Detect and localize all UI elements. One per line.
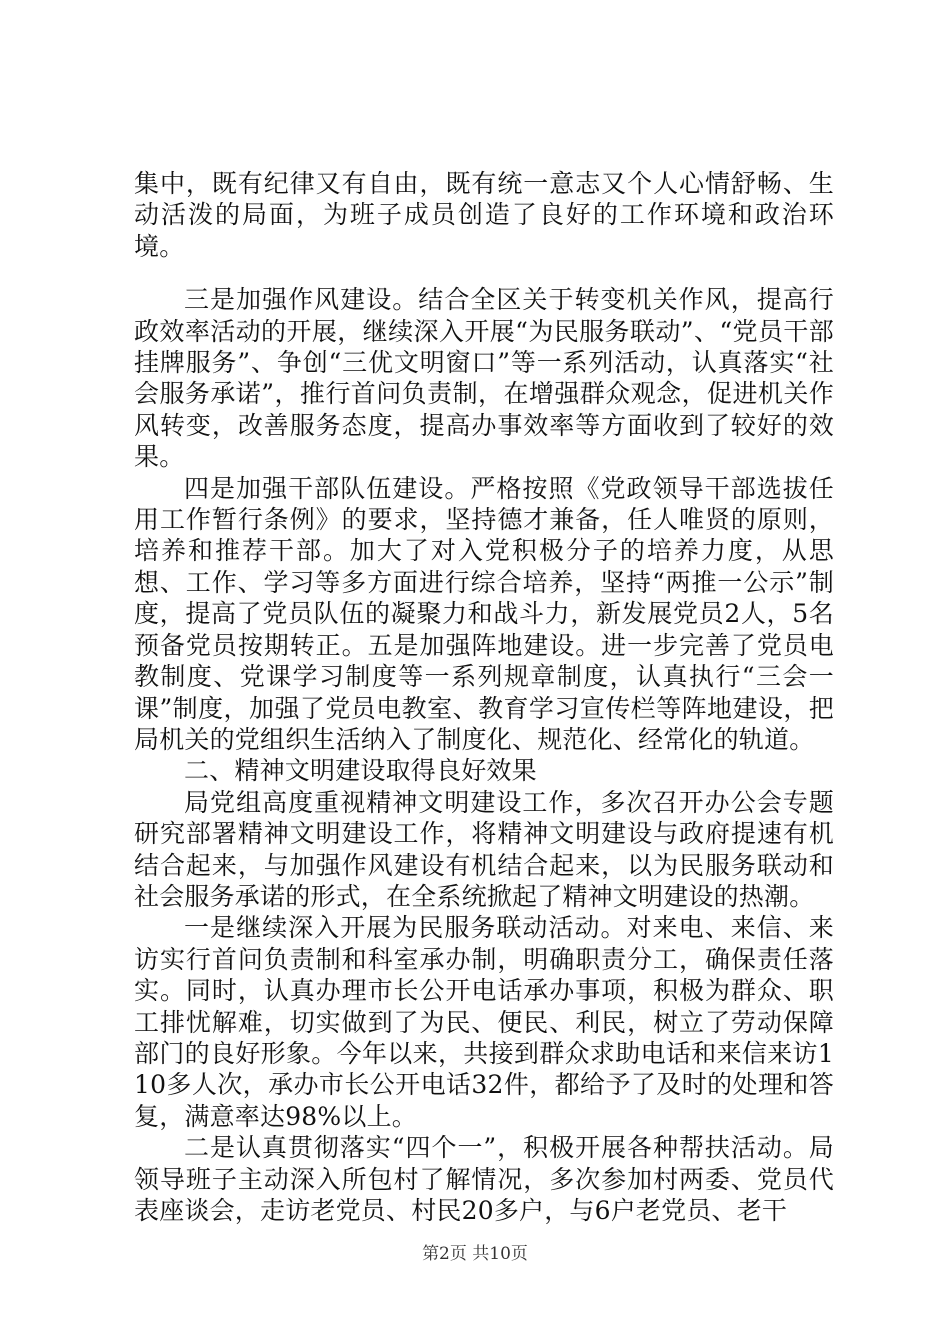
paragraph-continuation: 集中，既有纪律又有自由，既有统一意志又个人心情舒畅、生动活泼的局面，为班子成员创造了良好的工作环境和政治环境。 [134, 169, 834, 261]
section-heading-spiritual-civilization: 二、精神文明建设取得良好效果 [184, 756, 537, 786]
document-body [134, 168, 834, 1226]
paragraph-service-linkage: 一是继续深入开展为民服务联动活动。对来电、来信、来访实行首问负责制和科室承办制，明确职责分工，确保责任落实。同时，认真办理市长公开电话承办事项，积极为群众、职工排忧解难，切实做到了为民、便民、利民，树立了劳动保障部门的良好形象。今年以来，共接到群众求助电话和来信来访110多人次，承办市长公开电话32件，都给予了及时的处理和答复，满意率达98%以上。 [134, 913, 834, 1131]
paragraph-cadre-building: 四是加强干部队伍建设。严格按照《党政领导干部选拔任用工作暂行条例》的要求，坚持德才兼备，任人唯贤的原则，培养和推荐干部。加大了对入党积极分子的培养力度，从思想、工作、学习等多方面进行综合培养，坚持“两推一公示”制度，提高了党员队伍的凝聚力和战斗力，新发展党员2人，5名预备党员按期转正。五是加强阵地建设。进一步完善了党员电教制度、党课学习制度等一系列规章制度，认真执行“三会一课”制度，加强了党员电教室、教育学习宣传栏等阵地建设，把局机关的党组织生活纳入了制度化、规范化、经常化的轨道。 [134, 473, 834, 754]
page-number-footer: 第2页 共10页 [422, 1244, 528, 1264]
paragraph-style-building: 三是加强作风建设。结合全区关于转变机关作风，提高行政效率活动的开展，继续深入开展“为民服务联动”、“党员干部挂牌服务”、争创“三优文明窗口”等一系列活动，认真落实“社会服务承诺”，推行首问负责制，在增强群众观念，促进机关作风转变，改善服务态度，提高办事效率等方面收到了较好的效果。 [134, 285, 834, 472]
paragraph-four-ones: 二是认真贯彻落实“四个一”，积极开展各种帮扶活动。局领导班子主动深入所包村了解情况，多次参加村两委、党员代表座谈会，走访老党员、村民20多户，与6户老党员、老干 [134, 1133, 834, 1225]
paragraph-gap [134, 262, 834, 284]
paragraph-party-committee: 局党组高度重视精神文明建设工作，多次召开办公会专题研究部署精神文明建设工作，将精神文明建设与政府提速有机结合起来，与加强作风建设有机结合起来，以为民服务联动和社会服务承诺的形式，在全系统掀起了精神文明建设的热潮。 [134, 787, 834, 911]
